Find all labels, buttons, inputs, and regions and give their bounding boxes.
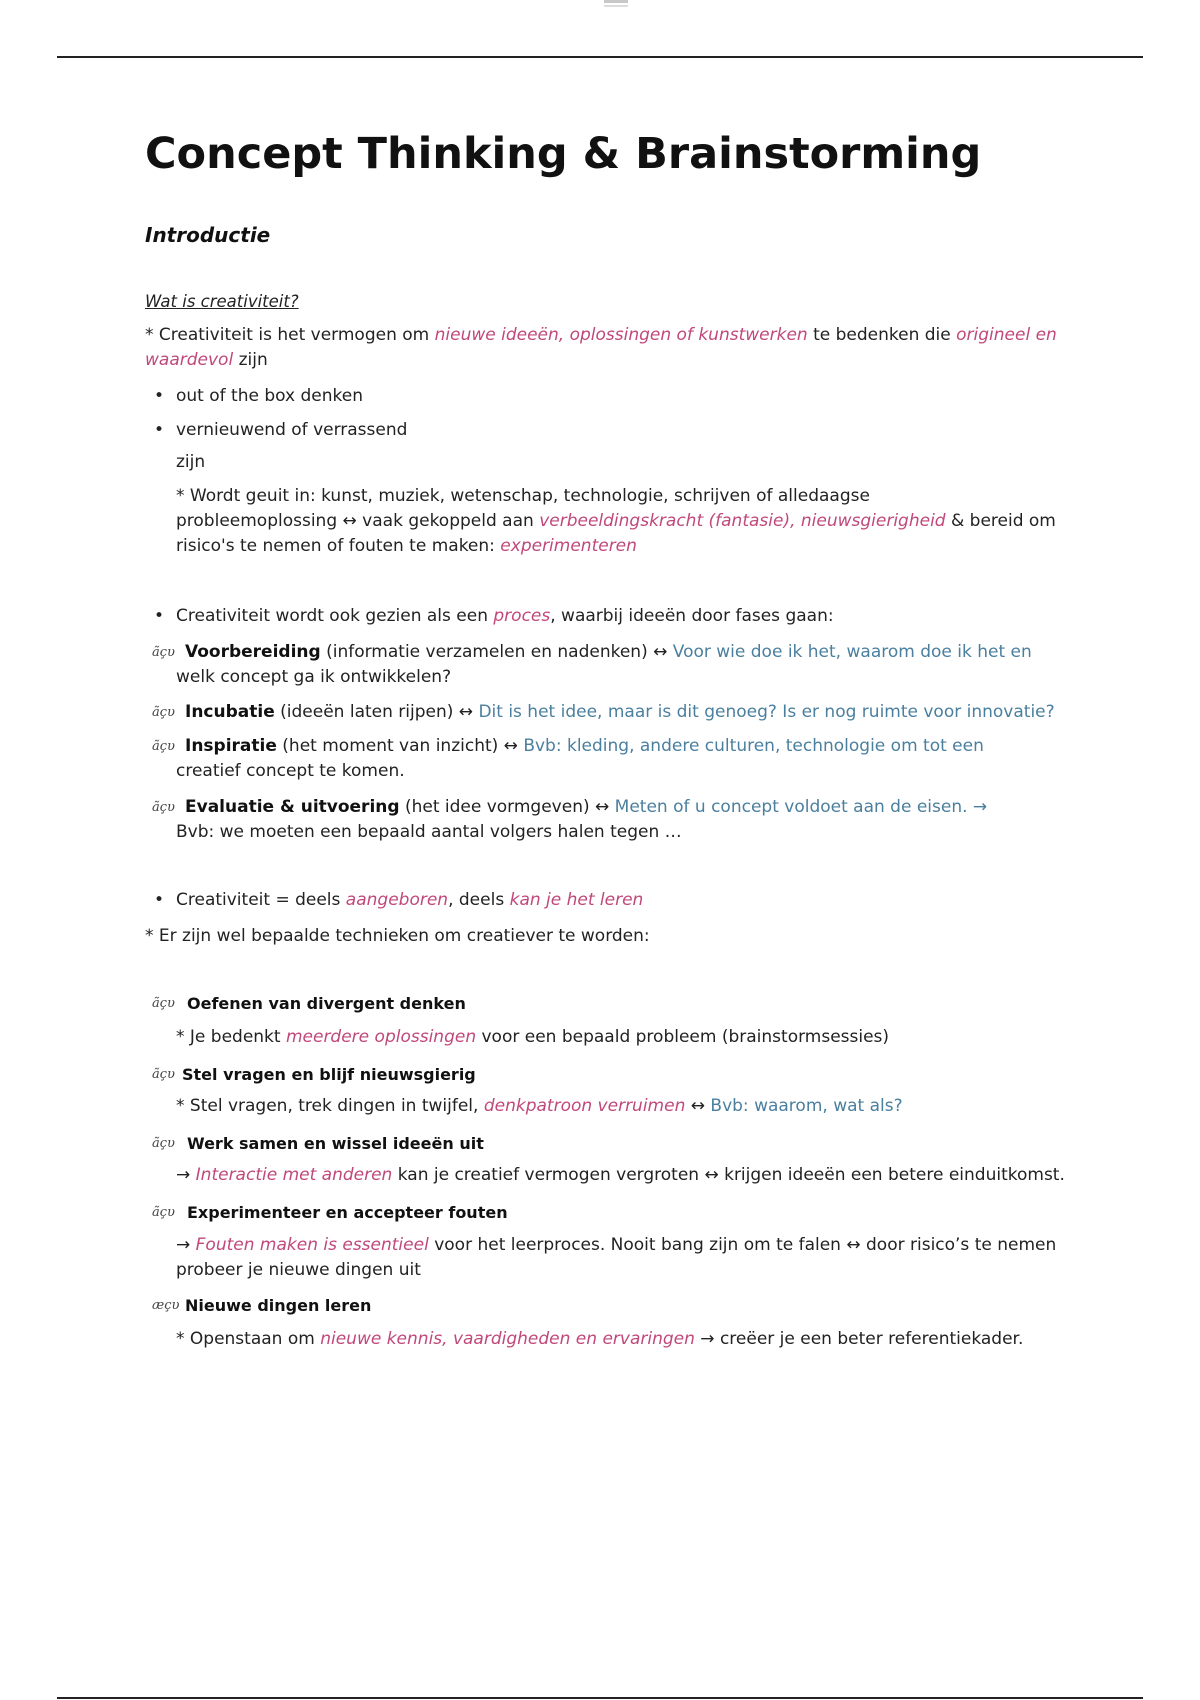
technique-title: Experimenteer en accepteer fouten	[187, 1203, 508, 1222]
step-evaluatie-note: Bvb: we moeten een bepaald aantal volgers halen tegen …	[176, 822, 682, 842]
technique-detail: * Je bedenkt meerdere oplossingen voor een bepaald probleem (brainstormsessies)	[176, 1027, 890, 1047]
uses-line-1: * Wordt geuit in: kunst, muziek, wetenschap, technologie, schrijven of alledaagse	[176, 486, 870, 506]
list-marker-icon: ãçυ	[152, 645, 175, 660]
step-voorbereiding: Voorbereiding (informatie verzamelen en nadenken) ↔ Voor wie doe ik het, waarom doe ik het en	[185, 642, 1032, 662]
step-evaluatie: Evaluatie & uitvoering (het idee vormgeven) ↔ Meten of u concept voldoet aan de eisen. →	[185, 797, 988, 817]
question-heading: Wat is creativiteit?	[145, 292, 299, 311]
technique-title: Nieuwe dingen leren	[185, 1296, 372, 1315]
step-incubatie: Incubatie (ideeën laten rijpen) ↔ Dit is het idee, maar is dit genoeg? Is er nog ruimte voor innovatie?	[185, 702, 1055, 722]
bullet-dot: •	[154, 420, 165, 440]
uses-line-3: risico's te nemen of fouten te maken: experimenteren	[176, 536, 637, 556]
born-line: Creativiteit = deels aangeboren, deels kan je het leren	[176, 890, 644, 910]
list-marker-icon: ãçυ	[152, 1205, 175, 1220]
bullet-dot: •	[154, 606, 165, 626]
definition-line-1: * Creativiteit is het vermogen om nieuwe ideeën, oplossingen of kunstwerken te bedenken die origineel en	[145, 325, 1057, 345]
uses-line-2: probleemoplossing ↔ vaak gekoppeld aan verbeeldingskracht (fantasie), nieuwsgierigheid & bereid om	[176, 511, 1056, 531]
step-inspiratie-note: creatief concept te komen.	[176, 761, 405, 781]
list-item-continuation: zijn	[176, 452, 206, 472]
page-mark	[604, 0, 628, 3]
list-item: out of the box denken	[176, 386, 363, 406]
technique-detail: * Stel vragen, trek dingen in twijfel, denkpatroon verruimen ↔ Bvb: waarom, wat als?	[176, 1096, 903, 1116]
technique-title: Oefenen van divergent denken	[187, 994, 466, 1013]
list-marker-icon: ãçυ	[152, 739, 175, 754]
technique-title: Werk samen en wissel ideeën uit	[187, 1134, 484, 1153]
technique-detail-continuation: probeer je nieuwe dingen uit	[176, 1260, 421, 1280]
techniques-intro: * Er zijn wel bepaalde technieken om creatiever te worden:	[145, 926, 650, 946]
bullet-dot: •	[154, 386, 165, 406]
section-heading: Introductie	[145, 223, 271, 247]
technique-detail: * Openstaan om nieuwe kennis, vaardigheden en ervaringen → creëer je een beter referentiekader.	[176, 1329, 1024, 1349]
list-marker-icon: æçυ	[152, 1298, 180, 1313]
footer-rule	[57, 1697, 1143, 1699]
list-marker-icon: ãçυ	[152, 705, 175, 720]
technique-title: Stel vragen en blijf nieuwsgierig	[182, 1065, 476, 1084]
list-marker-icon: ãçυ	[152, 1136, 175, 1151]
list-marker-icon: ãçυ	[152, 996, 175, 1011]
list-item: vernieuwend of verrassend	[176, 420, 408, 440]
step-inspiratie: Inspiratie (het moment van inzicht) ↔ Bvb: kleding, andere culturen, technologie om tot een	[185, 736, 984, 756]
page-title: Concept Thinking & Brainstorming	[145, 129, 982, 179]
list-marker-icon: ãçυ	[152, 1067, 175, 1082]
technique-detail: → Fouten maken is essentieel voor het leerproces. Nooit bang zijn om te falen ↔ door risico’s te nemen	[176, 1235, 1057, 1255]
process-line: Creativiteit wordt ook gezien als een proces, waarbij ideeën door fases gaan:	[176, 606, 834, 626]
header-rule	[57, 56, 1143, 58]
definition-line-2: waardevol zijn	[145, 350, 268, 370]
list-marker-icon: ãçυ	[152, 800, 175, 815]
step-voorbereiding-note: welk concept ga ik ontwikkelen?	[176, 667, 452, 687]
bullet-dot: •	[154, 890, 165, 910]
technique-detail: → Interactie met anderen kan je creatief vermogen vergroten ↔ krijgen ideeën een betere einduitkomst.	[176, 1165, 1065, 1185]
